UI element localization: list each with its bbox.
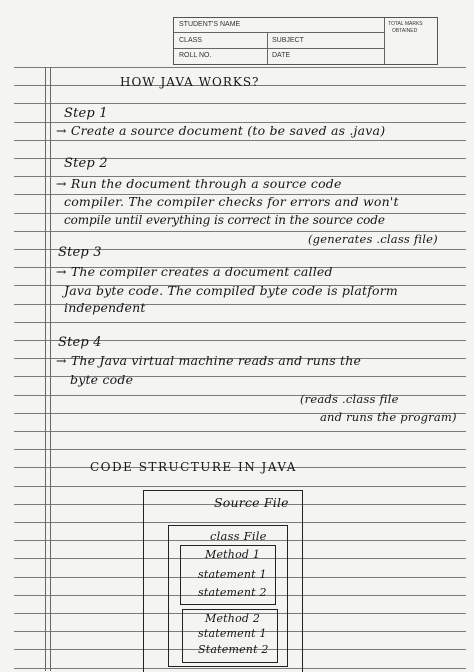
code-structure-heading: CODE STRUCTURE IN JAVA — [90, 460, 297, 474]
ruled-line — [14, 103, 466, 104]
step3-line: Java byte code. The compiled byte code is platform — [64, 283, 398, 298]
step1-label: Step 1 — [64, 106, 108, 121]
step4-line: → The Java virtual machine reads and runs the — [56, 353, 362, 368]
ruled-line — [14, 322, 466, 323]
method1-statement: statement 1 — [198, 568, 267, 581]
step4-line: byte code — [70, 372, 134, 387]
date-label: DATE — [272, 52, 291, 59]
obtained-label: OBTAINED — [392, 28, 418, 34]
method1-statement: statement 2 — [198, 586, 267, 599]
step2-line: (generates .class file) — [308, 232, 438, 246]
ruled-line — [14, 486, 466, 487]
step3-label: Step 3 — [58, 245, 102, 260]
subject-label: SUBJECT — [272, 37, 304, 44]
step4-line: (reads .class file — [300, 392, 399, 406]
page-title: HOW JAVA WORKS? — [120, 75, 260, 89]
source-file-label: Source File — [214, 495, 289, 510]
roll-no-label: ROLL NO. — [179, 52, 212, 59]
ruled-line — [14, 140, 466, 141]
step2-line: compile until everything is correct in the source code — [64, 213, 385, 227]
step3-line: → The compiler creates a document called — [56, 264, 333, 279]
method2-statement: Statement 2 — [198, 643, 269, 656]
step4-line: and runs the program) — [320, 410, 457, 424]
class-label: CLASS — [179, 37, 202, 44]
ruled-line — [14, 431, 466, 432]
step2-line: → Run the document through a source code — [56, 176, 342, 191]
ruled-line — [14, 67, 466, 68]
step2-label: Step 2 — [64, 156, 108, 171]
margin-line — [45, 67, 46, 671]
method1-label: Method 1 — [205, 548, 261, 561]
margin-line — [50, 67, 51, 671]
total-marks-label: TOTAL MARKS — [388, 21, 423, 27]
ruled-line — [14, 449, 466, 450]
method2-statement: statement 1 — [198, 627, 267, 640]
method2-label: Method 2 — [205, 612, 261, 625]
step1-line: → Create a source document (to be saved as .java) — [56, 123, 386, 138]
step2-line: compiler. The compiler checks for errors and won't — [64, 194, 399, 209]
header-table — [173, 17, 438, 65]
step3-line: independent — [64, 300, 146, 315]
step4-label: Step 4 — [58, 335, 102, 350]
class-file-label: class File — [210, 529, 267, 543]
students-name-label: STUDENT'S NAME — [179, 21, 241, 28]
